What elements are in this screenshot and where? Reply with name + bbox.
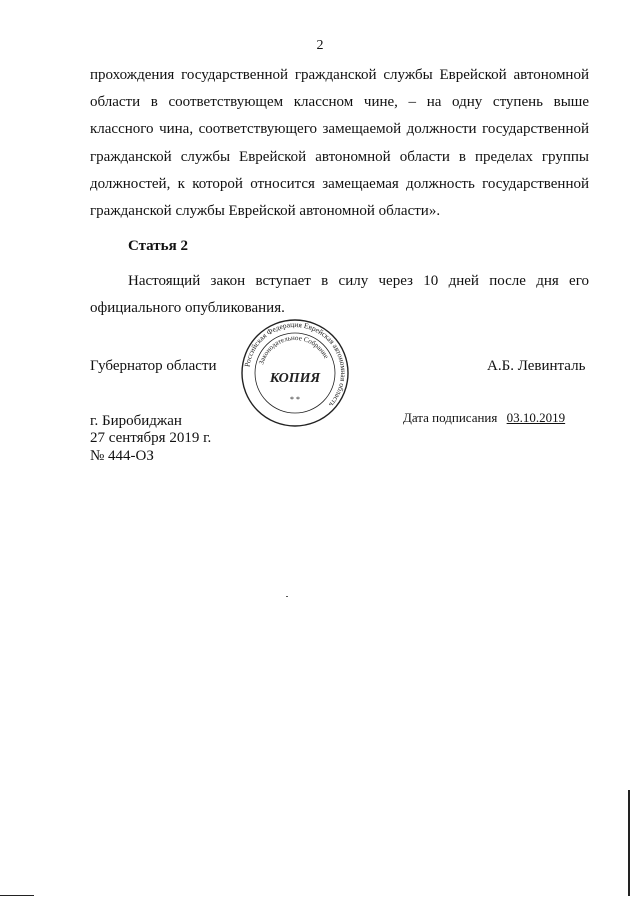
stamp-inner-text: Законодательное Собрание <box>257 333 331 366</box>
signing-date: 03.10.2019 <box>506 410 566 425</box>
signing-date-block <box>403 410 565 426</box>
official-stamp <box>240 318 350 428</box>
city: г. Биробиджан <box>90 413 182 429</box>
scan-edge-line <box>628 790 630 896</box>
governor-label: Губернатор области <box>90 358 217 374</box>
paragraph-continued: прохождения государственной гражданской службы Еврейской автономной области в соответствующем классном чине, – на одну ступень выше классного чина, соответствующего замещаемой должности государственной гражданской службы Еврейской автономной области в пределах группы должностей, к которой относится замещаемая должность государственной гражданской службы Еврейской автономной области». <box>90 67 589 220</box>
stamp-center-text: КОПИЯ <box>269 371 321 386</box>
stamp-stars: * * <box>290 395 300 404</box>
page-number: 2 <box>316 38 324 53</box>
law-number: № 444-ОЗ <box>90 448 154 464</box>
stamp-outer-text: Российская Федерация Еврейская автономная область <box>242 319 349 409</box>
paragraph-effective-date: Настоящий закон вступает в силу через 10 дней после дня его официального опубликования. <box>90 273 589 317</box>
scan-dot <box>286 596 288 597</box>
scan-corner-mark <box>0 895 34 896</box>
article-heading: Статья 2 <box>128 238 188 254</box>
law-date: 27 сентября 2019 г. <box>90 430 212 446</box>
signing-label: Дата подписания <box>403 410 498 425</box>
governor-name: А.Б. Левинталь <box>487 358 586 374</box>
